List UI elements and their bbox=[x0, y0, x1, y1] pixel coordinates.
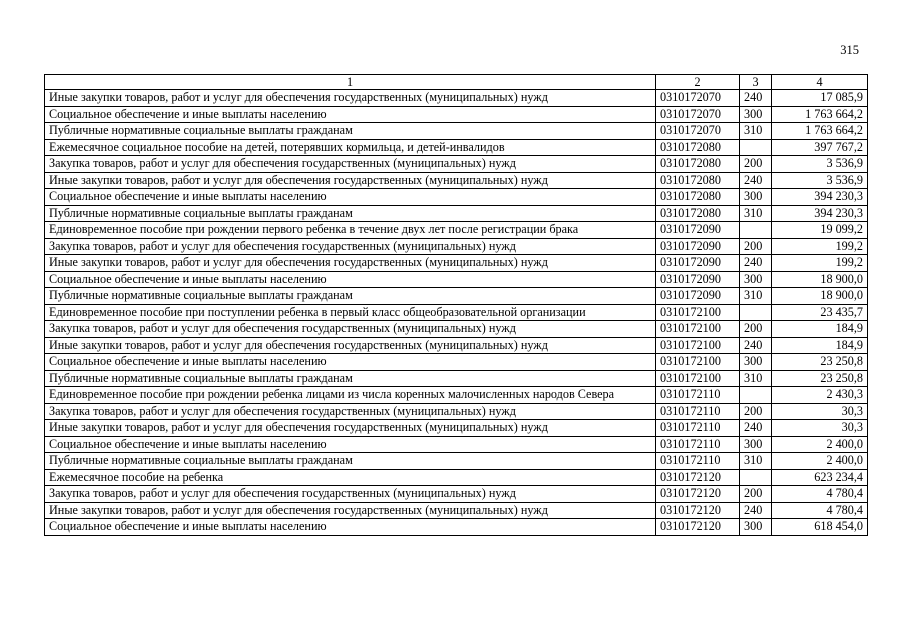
row-type-cell bbox=[740, 469, 772, 486]
row-amount-cell: 4 780,4 bbox=[772, 486, 868, 503]
row-type-cell: 300 bbox=[740, 271, 772, 288]
table-row bbox=[45, 189, 868, 206]
row-name-cell: Иные закупки товаров, работ и услуг для обеспечения государственных (муниципальных) нужд bbox=[45, 420, 656, 437]
row-name-cell: Закупка товаров, работ и услуг для обеспечения государственных (муниципальных) нужд bbox=[45, 238, 656, 255]
table-row bbox=[45, 486, 868, 503]
row-code-cell: 0310172070 bbox=[656, 123, 740, 140]
row-type-cell bbox=[740, 304, 772, 321]
table-row bbox=[45, 337, 868, 354]
table-row bbox=[45, 156, 868, 173]
table-row bbox=[45, 255, 868, 272]
row-code-cell: 0310172100 bbox=[656, 370, 740, 387]
row-amount-cell: 30,3 bbox=[772, 403, 868, 420]
row-amount-cell: 3 536,9 bbox=[772, 156, 868, 173]
row-amount-cell: 2 400,0 bbox=[772, 453, 868, 470]
row-type-cell: 200 bbox=[740, 403, 772, 420]
table-row bbox=[45, 403, 868, 420]
row-name-cell: Социальное обеспечение и иные выплаты населению bbox=[45, 189, 656, 206]
table-row bbox=[45, 139, 868, 156]
row-name-cell: Закупка товаров, работ и услуг для обеспечения государственных (муниципальных) нужд bbox=[45, 486, 656, 503]
row-amount-cell: 2 430,3 bbox=[772, 387, 868, 404]
row-amount-cell: 184,9 bbox=[772, 337, 868, 354]
table-row bbox=[45, 304, 868, 321]
row-code-cell: 0310172090 bbox=[656, 238, 740, 255]
table-header-row bbox=[45, 75, 868, 90]
row-type-cell: 240 bbox=[740, 420, 772, 437]
row-code-cell: 0310172090 bbox=[656, 271, 740, 288]
row-code-cell: 0310172110 bbox=[656, 453, 740, 470]
row-code-cell: 0310172120 bbox=[656, 469, 740, 486]
row-name-cell: Ежемесячное социальное пособие на детей, потерявших кормильца, и детей-инвалидов bbox=[45, 139, 656, 156]
row-amount-cell: 623 234,4 bbox=[772, 469, 868, 486]
row-type-cell: 200 bbox=[740, 321, 772, 338]
row-type-cell: 200 bbox=[740, 486, 772, 503]
table-row bbox=[45, 90, 868, 107]
row-amount-cell: 3 536,9 bbox=[772, 172, 868, 189]
table-row bbox=[45, 321, 868, 338]
row-name-cell: Публичные нормативные социальные выплаты гражданам bbox=[45, 123, 656, 140]
row-type-cell: 240 bbox=[740, 337, 772, 354]
row-amount-cell: 1 763 664,2 bbox=[772, 106, 868, 123]
row-amount-cell: 1 763 664,2 bbox=[772, 123, 868, 140]
row-code-cell: 0310172080 bbox=[656, 172, 740, 189]
row-type-cell: 310 bbox=[740, 123, 772, 140]
row-amount-cell: 23 435,7 bbox=[772, 304, 868, 321]
table-row bbox=[45, 387, 868, 404]
row-code-cell: 0310172110 bbox=[656, 436, 740, 453]
table-row bbox=[45, 106, 868, 123]
row-code-cell: 0310172120 bbox=[656, 502, 740, 519]
row-amount-cell: 18 900,0 bbox=[772, 288, 868, 305]
row-amount-cell: 199,2 bbox=[772, 255, 868, 272]
row-code-cell: 0310172110 bbox=[656, 387, 740, 404]
row-amount-cell: 618 454,0 bbox=[772, 519, 868, 536]
table-row bbox=[45, 370, 868, 387]
table-row bbox=[45, 172, 868, 189]
row-name-cell: Закупка товаров, работ и услуг для обеспечения государственных (муниципальных) нужд bbox=[45, 156, 656, 173]
row-type-cell: 300 bbox=[740, 436, 772, 453]
row-code-cell: 0310172070 bbox=[656, 90, 740, 107]
table-row bbox=[45, 519, 868, 536]
row-code-cell: 0310172080 bbox=[656, 205, 740, 222]
row-name-cell: Публичные нормативные социальные выплаты гражданам bbox=[45, 205, 656, 222]
row-name-cell: Иные закупки товаров, работ и услуг для обеспечения государственных (муниципальных) нужд bbox=[45, 502, 656, 519]
row-code-cell: 0310172090 bbox=[656, 288, 740, 305]
table-row bbox=[45, 469, 868, 486]
budget-table bbox=[44, 74, 868, 536]
row-amount-cell: 17 085,9 bbox=[772, 90, 868, 107]
table-row bbox=[45, 222, 868, 239]
row-name-cell: Социальное обеспечение и иные выплаты населению bbox=[45, 271, 656, 288]
row-name-cell: Единовременное пособие при рождении первого ребенка в течение двух лет после регистрации брака bbox=[45, 222, 656, 239]
row-type-cell: 200 bbox=[740, 156, 772, 173]
row-code-cell: 0310172100 bbox=[656, 304, 740, 321]
row-amount-cell: 394 230,3 bbox=[772, 189, 868, 206]
row-code-cell: 0310172090 bbox=[656, 222, 740, 239]
page-number: 315 bbox=[840, 43, 859, 57]
row-type-cell: 300 bbox=[740, 354, 772, 371]
row-type-cell: 300 bbox=[740, 519, 772, 536]
table-row bbox=[45, 123, 868, 140]
row-code-cell: 0310172110 bbox=[656, 403, 740, 420]
table-row bbox=[45, 288, 868, 305]
table-row bbox=[45, 238, 868, 255]
row-name-cell: Иные закупки товаров, работ и услуг для обеспечения государственных (муниципальных) нужд bbox=[45, 90, 656, 107]
header-col-4: 4 bbox=[772, 75, 868, 90]
row-code-cell: 0310172110 bbox=[656, 420, 740, 437]
row-type-cell: 310 bbox=[740, 453, 772, 470]
row-type-cell: 240 bbox=[740, 502, 772, 519]
row-type-cell bbox=[740, 139, 772, 156]
table-row bbox=[45, 354, 868, 371]
row-type-cell: 240 bbox=[740, 255, 772, 272]
row-name-cell: Закупка товаров, работ и услуг для обеспечения государственных (муниципальных) нужд bbox=[45, 403, 656, 420]
row-amount-cell: 19 099,2 bbox=[772, 222, 868, 239]
table-row bbox=[45, 502, 868, 519]
row-amount-cell: 394 230,3 bbox=[772, 205, 868, 222]
row-code-cell: 0310172120 bbox=[656, 486, 740, 503]
row-amount-cell: 199,2 bbox=[772, 238, 868, 255]
row-type-cell: 310 bbox=[740, 205, 772, 222]
row-type-cell: 240 bbox=[740, 90, 772, 107]
table-row bbox=[45, 420, 868, 437]
table-row bbox=[45, 205, 868, 222]
row-name-cell: Иные закупки товаров, работ и услуг для обеспечения государственных (муниципальных) нужд bbox=[45, 255, 656, 272]
row-name-cell: Ежемесячное пособие на ребенка bbox=[45, 469, 656, 486]
row-type-cell: 300 bbox=[740, 189, 772, 206]
row-name-cell: Социальное обеспечение и иные выплаты населению bbox=[45, 519, 656, 536]
row-amount-cell: 23 250,8 bbox=[772, 354, 868, 371]
row-code-cell: 0310172100 bbox=[656, 354, 740, 371]
row-code-cell: 0310172080 bbox=[656, 139, 740, 156]
row-amount-cell: 30,3 bbox=[772, 420, 868, 437]
header-col-2: 2 bbox=[656, 75, 740, 90]
row-type-cell: 200 bbox=[740, 238, 772, 255]
row-name-cell: Публичные нормативные социальные выплаты гражданам bbox=[45, 370, 656, 387]
row-code-cell: 0310172070 bbox=[656, 106, 740, 123]
row-code-cell: 0310172090 bbox=[656, 255, 740, 272]
row-name-cell: Единовременное пособие при рождении ребенка лицами из числа коренных малочисленных народов Севера bbox=[45, 387, 656, 404]
header-col-3: 3 bbox=[740, 75, 772, 90]
row-type-cell bbox=[740, 222, 772, 239]
table-row bbox=[45, 271, 868, 288]
row-code-cell: 0310172080 bbox=[656, 156, 740, 173]
table-row bbox=[45, 453, 868, 470]
row-code-cell: 0310172100 bbox=[656, 321, 740, 338]
header-col-1: 1 bbox=[45, 75, 656, 90]
row-amount-cell: 184,9 bbox=[772, 321, 868, 338]
row-code-cell: 0310172080 bbox=[656, 189, 740, 206]
row-type-cell: 310 bbox=[740, 288, 772, 305]
row-name-cell: Иные закупки товаров, работ и услуг для обеспечения государственных (муниципальных) нужд bbox=[45, 337, 656, 354]
row-type-cell: 310 bbox=[740, 370, 772, 387]
row-type-cell: 300 bbox=[740, 106, 772, 123]
row-amount-cell: 397 767,2 bbox=[772, 139, 868, 156]
row-name-cell: Социальное обеспечение и иные выплаты населению bbox=[45, 106, 656, 123]
row-type-cell bbox=[740, 387, 772, 404]
row-name-cell: Социальное обеспечение и иные выплаты населению bbox=[45, 354, 656, 371]
row-amount-cell: 23 250,8 bbox=[772, 370, 868, 387]
row-amount-cell: 2 400,0 bbox=[772, 436, 868, 453]
table-row bbox=[45, 436, 868, 453]
row-name-cell: Закупка товаров, работ и услуг для обеспечения государственных (муниципальных) нужд bbox=[45, 321, 656, 338]
row-amount-cell: 4 780,4 bbox=[772, 502, 868, 519]
row-code-cell: 0310172100 bbox=[656, 337, 740, 354]
row-name-cell: Публичные нормативные социальные выплаты гражданам bbox=[45, 288, 656, 305]
row-name-cell: Публичные нормативные социальные выплаты гражданам bbox=[45, 453, 656, 470]
row-amount-cell: 18 900,0 bbox=[772, 271, 868, 288]
table-body bbox=[45, 90, 868, 536]
row-code-cell: 0310172120 bbox=[656, 519, 740, 536]
row-name-cell: Социальное обеспечение и иные выплаты населению bbox=[45, 436, 656, 453]
row-name-cell: Единовременное пособие при поступлении ребенка в первый класс общеобразовательной организации bbox=[45, 304, 656, 321]
row-name-cell: Иные закупки товаров, работ и услуг для обеспечения государственных (муниципальных) нужд bbox=[45, 172, 656, 189]
row-type-cell: 240 bbox=[740, 172, 772, 189]
